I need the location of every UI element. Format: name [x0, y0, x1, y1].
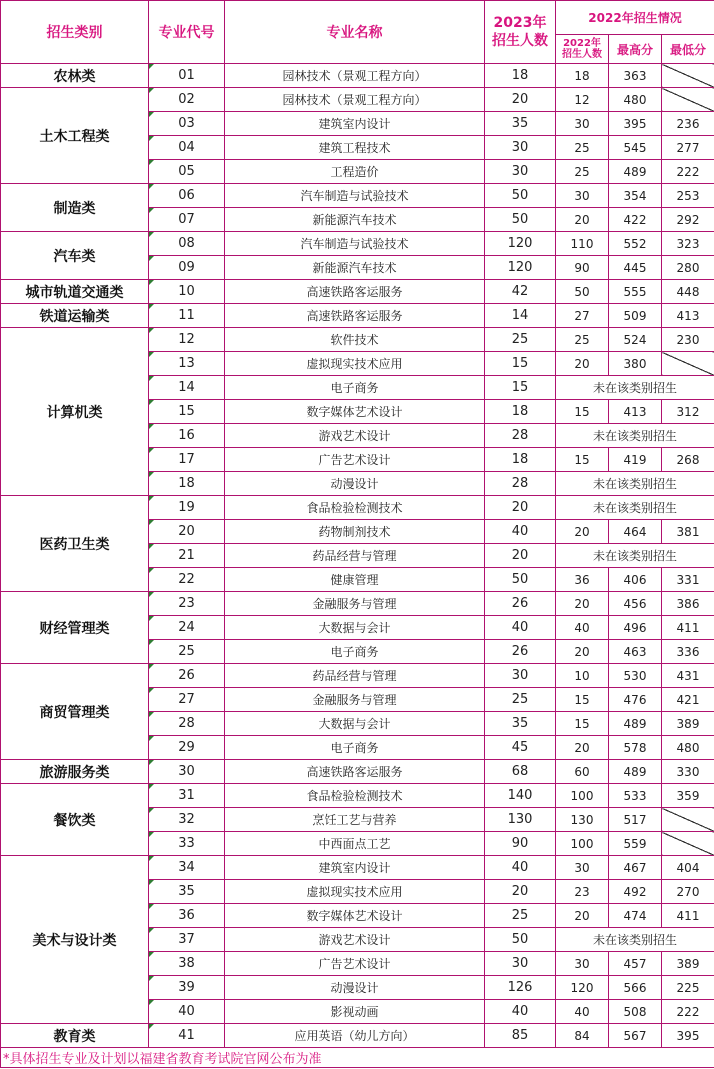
max-score-cell: 395: [609, 112, 662, 136]
category-cell: 城市轨道交通类: [1, 280, 149, 304]
plan-2022-cell: 90: [556, 256, 609, 280]
plan-2023-cell: 120: [485, 232, 556, 256]
max-score-cell: 578: [609, 736, 662, 760]
table-row: [1, 664, 714, 688]
min-score-cell: 389: [662, 712, 714, 736]
plan-2022-cell: 20: [556, 352, 609, 376]
not-recruited-cell: 未在该类别招生: [556, 376, 714, 400]
table-row: [1, 304, 714, 328]
plan-2023-cell: 50: [485, 928, 556, 952]
min-score-cell: 331: [662, 568, 714, 592]
header-plan-2022: [556, 35, 609, 64]
min-score-empty-cell: [662, 352, 714, 376]
footnote: *具体招生专业及计划以福建省教育考试院官网公布为准: [1, 1048, 714, 1068]
table-row: [1, 184, 714, 208]
major-name-cell: 烹饪工艺与营养: [225, 808, 485, 832]
major-name-cell: 健康管理: [225, 568, 485, 592]
max-score-cell: 545: [609, 136, 662, 160]
table-row: [1, 784, 714, 808]
plan-2023-cell: 20: [485, 880, 556, 904]
major-code-cell: 27: [149, 688, 225, 712]
major-name-cell: 汽车制造与试验技术: [225, 184, 485, 208]
plan-2022-cell: 40: [556, 1000, 609, 1024]
major-code-cell: 19: [149, 496, 225, 520]
category-cell: 教育类: [1, 1024, 149, 1048]
plan-2023-cell: 140: [485, 784, 556, 808]
plan-2023-cell: 68: [485, 760, 556, 784]
table-row: [1, 64, 714, 88]
major-code-cell: 10: [149, 280, 225, 304]
major-code-cell: 33: [149, 832, 225, 856]
major-name-cell: 虚拟现实技术应用: [225, 352, 485, 376]
max-score-cell: 509: [609, 304, 662, 328]
table-row: [1, 88, 714, 112]
major-code-cell: 34: [149, 856, 225, 880]
plan-2022-cell: 84: [556, 1024, 609, 1048]
plan-2023-cell: 50: [485, 184, 556, 208]
min-score-empty-cell: [662, 832, 714, 856]
major-name-cell: 动漫设计: [225, 472, 485, 496]
plan-2022-cell: 20: [556, 904, 609, 928]
category-cell: 财经管理类: [1, 592, 149, 664]
footnote-row: [1, 1048, 714, 1068]
table-row: [1, 856, 714, 880]
plan-2023-cell: 30: [485, 136, 556, 160]
plan-2022-cell: 20: [556, 520, 609, 544]
not-recruited-cell: 未在该类别招生: [556, 472, 714, 496]
plan-2023-cell: 25: [485, 328, 556, 352]
major-code-cell: 41: [149, 1024, 225, 1048]
plan-2022-cell: 23: [556, 880, 609, 904]
plan-2023-cell: 28: [485, 472, 556, 496]
major-name-cell: 数字媒体艺术设计: [225, 400, 485, 424]
plan-2022-cell: 20: [556, 592, 609, 616]
category-cell: 制造类: [1, 184, 149, 232]
not-recruited-cell: 未在该类别招生: [556, 424, 714, 448]
max-score-cell: 552: [609, 232, 662, 256]
header-plan-2023-line2: 招生人数: [492, 33, 548, 49]
major-name-cell: 汽车制造与试验技术: [225, 232, 485, 256]
min-score-empty-cell: [662, 64, 714, 88]
plan-2023-cell: 50: [485, 568, 556, 592]
plan-2022-cell: 60: [556, 760, 609, 784]
major-code-cell: 04: [149, 136, 225, 160]
major-name-cell: 电子商务: [225, 640, 485, 664]
max-score-cell: 467: [609, 856, 662, 880]
header-plan-2022-line2: 招生人数: [562, 49, 602, 60]
major-name-cell: 影视动画: [225, 1000, 485, 1024]
plan-2022-cell: 110: [556, 232, 609, 256]
plan-2023-cell: 18: [485, 448, 556, 472]
major-code-cell: 23: [149, 592, 225, 616]
plan-2023-cell: 26: [485, 592, 556, 616]
max-score-cell: 419: [609, 448, 662, 472]
min-score-cell: 411: [662, 904, 714, 928]
plan-2023-cell: 130: [485, 808, 556, 832]
max-score-cell: 476: [609, 688, 662, 712]
plan-2022-cell: 12: [556, 88, 609, 112]
min-score-cell: 395: [662, 1024, 714, 1048]
plan-2022-cell: 20: [556, 640, 609, 664]
max-score-cell: 445: [609, 256, 662, 280]
major-code-cell: 08: [149, 232, 225, 256]
max-score-cell: 508: [609, 1000, 662, 1024]
not-recruited-cell: 未在该类别招生: [556, 544, 714, 568]
plan-2023-cell: 28: [485, 424, 556, 448]
plan-2022-cell: 25: [556, 136, 609, 160]
major-name-cell: 食品检验检测技术: [225, 496, 485, 520]
min-score-cell: 330: [662, 760, 714, 784]
plan-2023-cell: 35: [485, 112, 556, 136]
major-name-cell: 大数据与会计: [225, 616, 485, 640]
major-code-cell: 06: [149, 184, 225, 208]
plan-2023-cell: 20: [485, 88, 556, 112]
major-code-cell: 39: [149, 976, 225, 1000]
plan-2022-cell: 20: [556, 208, 609, 232]
plan-2023-cell: 40: [485, 616, 556, 640]
min-score-cell: 323: [662, 232, 714, 256]
plan-2022-cell: 18: [556, 64, 609, 88]
plan-2022-cell: 130: [556, 808, 609, 832]
min-score-cell: 280: [662, 256, 714, 280]
major-code-cell: 14: [149, 376, 225, 400]
major-code-cell: 36: [149, 904, 225, 928]
max-score-cell: 524: [609, 328, 662, 352]
table-row: [1, 232, 714, 256]
major-code-cell: 02: [149, 88, 225, 112]
max-score-cell: 380: [609, 352, 662, 376]
plan-2023-cell: 30: [485, 664, 556, 688]
min-score-cell: 448: [662, 280, 714, 304]
major-name-cell: 金融服务与管理: [225, 592, 485, 616]
major-name-cell: 游戏艺术设计: [225, 424, 485, 448]
major-code-cell: 30: [149, 760, 225, 784]
min-score-cell: 404: [662, 856, 714, 880]
header-row-top: [1, 1, 714, 35]
major-code-cell: 38: [149, 952, 225, 976]
major-name-cell: 工程造价: [225, 160, 485, 184]
max-score-cell: 517: [609, 808, 662, 832]
plan-2023-cell: 126: [485, 976, 556, 1000]
max-score-cell: 480: [609, 88, 662, 112]
major-name-cell: 动漫设计: [225, 976, 485, 1000]
major-name-cell: 建筑室内设计: [225, 112, 485, 136]
max-score-cell: 559: [609, 832, 662, 856]
plan-2022-cell: 100: [556, 784, 609, 808]
min-score-cell: 236: [662, 112, 714, 136]
major-name-cell: 应用英语（幼儿方向）: [225, 1024, 485, 1048]
header-plan-2023-line1: 2023年: [493, 15, 547, 31]
major-name-cell: 新能源汽车技术: [225, 208, 485, 232]
plan-2023-cell: 25: [485, 904, 556, 928]
major-code-cell: 16: [149, 424, 225, 448]
table-row: [1, 592, 714, 616]
major-code-cell: 17: [149, 448, 225, 472]
max-score-cell: 567: [609, 1024, 662, 1048]
major-code-cell: 21: [149, 544, 225, 568]
max-score-cell: 489: [609, 760, 662, 784]
major-code-cell: 35: [149, 880, 225, 904]
header-name: 专业名称: [225, 1, 485, 64]
major-code-cell: 07: [149, 208, 225, 232]
plan-2023-cell: 18: [485, 400, 556, 424]
plan-2023-cell: 30: [485, 952, 556, 976]
plan-2022-cell: 15: [556, 448, 609, 472]
table-row: [1, 280, 714, 304]
min-score-cell: 222: [662, 1000, 714, 1024]
major-code-cell: 01: [149, 64, 225, 88]
header-plan-2022-line1: 2022年: [563, 38, 601, 49]
major-code-cell: 32: [149, 808, 225, 832]
not-recruited-cell: 未在该类别招生: [556, 928, 714, 952]
major-name-cell: 药品经营与管理: [225, 664, 485, 688]
major-name-cell: 园林技术（景观工程方向）: [225, 88, 485, 112]
min-score-cell: 253: [662, 184, 714, 208]
major-name-cell: 建筑工程技术: [225, 136, 485, 160]
min-score-cell: 268: [662, 448, 714, 472]
category-cell: 铁道运输类: [1, 304, 149, 328]
major-name-cell: 广告艺术设计: [225, 448, 485, 472]
max-score-cell: 489: [609, 160, 662, 184]
major-name-cell: 数字媒体艺术设计: [225, 904, 485, 928]
header-code: 专业代号: [149, 1, 225, 64]
min-score-cell: 413: [662, 304, 714, 328]
plan-2023-cell: 85: [485, 1024, 556, 1048]
plan-2022-cell: 30: [556, 856, 609, 880]
plan-2023-cell: 90: [485, 832, 556, 856]
plan-2022-cell: 27: [556, 304, 609, 328]
category-cell: 商贸管理类: [1, 664, 149, 760]
major-code-cell: 31: [149, 784, 225, 808]
major-code-cell: 03: [149, 112, 225, 136]
header-category: 招生类别: [1, 1, 149, 64]
major-code-cell: 25: [149, 640, 225, 664]
plan-2023-cell: 120: [485, 256, 556, 280]
major-name-cell: 高速铁路客运服务: [225, 304, 485, 328]
major-name-cell: 游戏艺术设计: [225, 928, 485, 952]
min-score-empty-cell: [662, 808, 714, 832]
category-cell: 土木工程类: [1, 88, 149, 184]
category-cell: 旅游服务类: [1, 760, 149, 784]
plan-2022-cell: 120: [556, 976, 609, 1000]
category-cell: 医药卫生类: [1, 496, 149, 592]
max-score-cell: 530: [609, 664, 662, 688]
plan-2023-cell: 30: [485, 160, 556, 184]
min-score-cell: 480: [662, 736, 714, 760]
min-score-cell: 270: [662, 880, 714, 904]
major-code-cell: 09: [149, 256, 225, 280]
plan-2022-cell: 40: [556, 616, 609, 640]
max-score-cell: 413: [609, 400, 662, 424]
max-score-cell: 464: [609, 520, 662, 544]
min-score-cell: 386: [662, 592, 714, 616]
plan-2022-cell: 15: [556, 688, 609, 712]
major-name-cell: 虚拟现实技术应用: [225, 880, 485, 904]
min-score-cell: 389: [662, 952, 714, 976]
plan-2023-cell: 20: [485, 496, 556, 520]
major-code-cell: 05: [149, 160, 225, 184]
major-code-cell: 20: [149, 520, 225, 544]
plan-2022-cell: 20: [556, 736, 609, 760]
max-score-cell: 456: [609, 592, 662, 616]
plan-2022-cell: 25: [556, 328, 609, 352]
major-code-cell: 40: [149, 1000, 225, 1024]
category-cell: 计算机类: [1, 328, 149, 496]
plan-2023-cell: 42: [485, 280, 556, 304]
plan-2023-cell: 18: [485, 64, 556, 88]
table-row: [1, 760, 714, 784]
plan-2023-cell: 40: [485, 520, 556, 544]
plan-2023-cell: 15: [485, 352, 556, 376]
plan-2022-cell: 30: [556, 184, 609, 208]
major-code-cell: 22: [149, 568, 225, 592]
min-score-cell: 411: [662, 616, 714, 640]
major-code-cell: 11: [149, 304, 225, 328]
min-score-cell: 277: [662, 136, 714, 160]
not-recruited-cell: 未在该类别招生: [556, 496, 714, 520]
max-score-cell: 555: [609, 280, 662, 304]
major-name-cell: 建筑室内设计: [225, 856, 485, 880]
category-cell: 汽车类: [1, 232, 149, 280]
major-name-cell: 药物制剂技术: [225, 520, 485, 544]
table-row: [1, 496, 714, 520]
table-row: [1, 1024, 714, 1048]
major-name-cell: 食品检验检测技术: [225, 784, 485, 808]
major-name-cell: 新能源汽车技术: [225, 256, 485, 280]
min-score-cell: 431: [662, 664, 714, 688]
max-score-cell: 566: [609, 976, 662, 1000]
major-code-cell: 13: [149, 352, 225, 376]
plan-2023-cell: 26: [485, 640, 556, 664]
plan-2022-cell: 10: [556, 664, 609, 688]
plan-2023-cell: 20: [485, 544, 556, 568]
major-code-cell: 12: [149, 328, 225, 352]
max-score-cell: 422: [609, 208, 662, 232]
max-score-cell: 354: [609, 184, 662, 208]
min-score-empty-cell: [662, 88, 714, 112]
plan-2022-cell: 30: [556, 952, 609, 976]
major-name-cell: 中西面点工艺: [225, 832, 485, 856]
max-score-cell: 533: [609, 784, 662, 808]
major-name-cell: 大数据与会计: [225, 712, 485, 736]
min-score-cell: 359: [662, 784, 714, 808]
plan-2023-cell: 40: [485, 1000, 556, 1024]
major-code-cell: 15: [149, 400, 225, 424]
max-score-cell: 489: [609, 712, 662, 736]
plan-2023-cell: 14: [485, 304, 556, 328]
plan-2023-cell: 50: [485, 208, 556, 232]
major-name-cell: 药品经营与管理: [225, 544, 485, 568]
min-score-cell: 381: [662, 520, 714, 544]
header-max: 最高分: [609, 35, 662, 64]
max-score-cell: 363: [609, 64, 662, 88]
plan-2022-cell: 15: [556, 712, 609, 736]
major-name-cell: 园林技术（景观工程方向）: [225, 64, 485, 88]
plan-2022-cell: 30: [556, 112, 609, 136]
major-code-cell: 24: [149, 616, 225, 640]
major-name-cell: 软件技术: [225, 328, 485, 352]
major-name-cell: 电子商务: [225, 736, 485, 760]
category-cell: 餐饮类: [1, 784, 149, 856]
plan-2022-cell: 15: [556, 400, 609, 424]
plan-2023-cell: 15: [485, 376, 556, 400]
header-plan-2023: [485, 1, 556, 64]
plan-2022-cell: 25: [556, 160, 609, 184]
plan-2023-cell: 45: [485, 736, 556, 760]
plan-2022-cell: 36: [556, 568, 609, 592]
major-name-cell: 广告艺术设计: [225, 952, 485, 976]
min-score-cell: 336: [662, 640, 714, 664]
max-score-cell: 492: [609, 880, 662, 904]
min-score-cell: 421: [662, 688, 714, 712]
major-name-cell: 电子商务: [225, 376, 485, 400]
max-score-cell: 457: [609, 952, 662, 976]
plan-2022-cell: 100: [556, 832, 609, 856]
header-min: 最低分: [662, 35, 714, 64]
category-cell: 农林类: [1, 64, 149, 88]
major-code-cell: 28: [149, 712, 225, 736]
plan-2023-cell: 35: [485, 712, 556, 736]
major-code-cell: 26: [149, 664, 225, 688]
max-score-cell: 496: [609, 616, 662, 640]
min-score-cell: 222: [662, 160, 714, 184]
max-score-cell: 406: [609, 568, 662, 592]
min-score-cell: 225: [662, 976, 714, 1000]
major-name-cell: 金融服务与管理: [225, 688, 485, 712]
table-row: [1, 328, 714, 352]
max-score-cell: 474: [609, 904, 662, 928]
header-2022-group: 2022年招生情况: [556, 1, 714, 35]
plan-2023-cell: 25: [485, 688, 556, 712]
min-score-cell: 312: [662, 400, 714, 424]
plan-2022-cell: 50: [556, 280, 609, 304]
max-score-cell: 463: [609, 640, 662, 664]
min-score-cell: 292: [662, 208, 714, 232]
min-score-cell: 230: [662, 328, 714, 352]
major-code-cell: 29: [149, 736, 225, 760]
plan-2023-cell: 40: [485, 856, 556, 880]
category-cell: 美术与设计类: [1, 856, 149, 1024]
major-name-cell: 高速铁路客运服务: [225, 760, 485, 784]
major-name-cell: 高速铁路客运服务: [225, 280, 485, 304]
major-code-cell: 37: [149, 928, 225, 952]
major-code-cell: 18: [149, 472, 225, 496]
